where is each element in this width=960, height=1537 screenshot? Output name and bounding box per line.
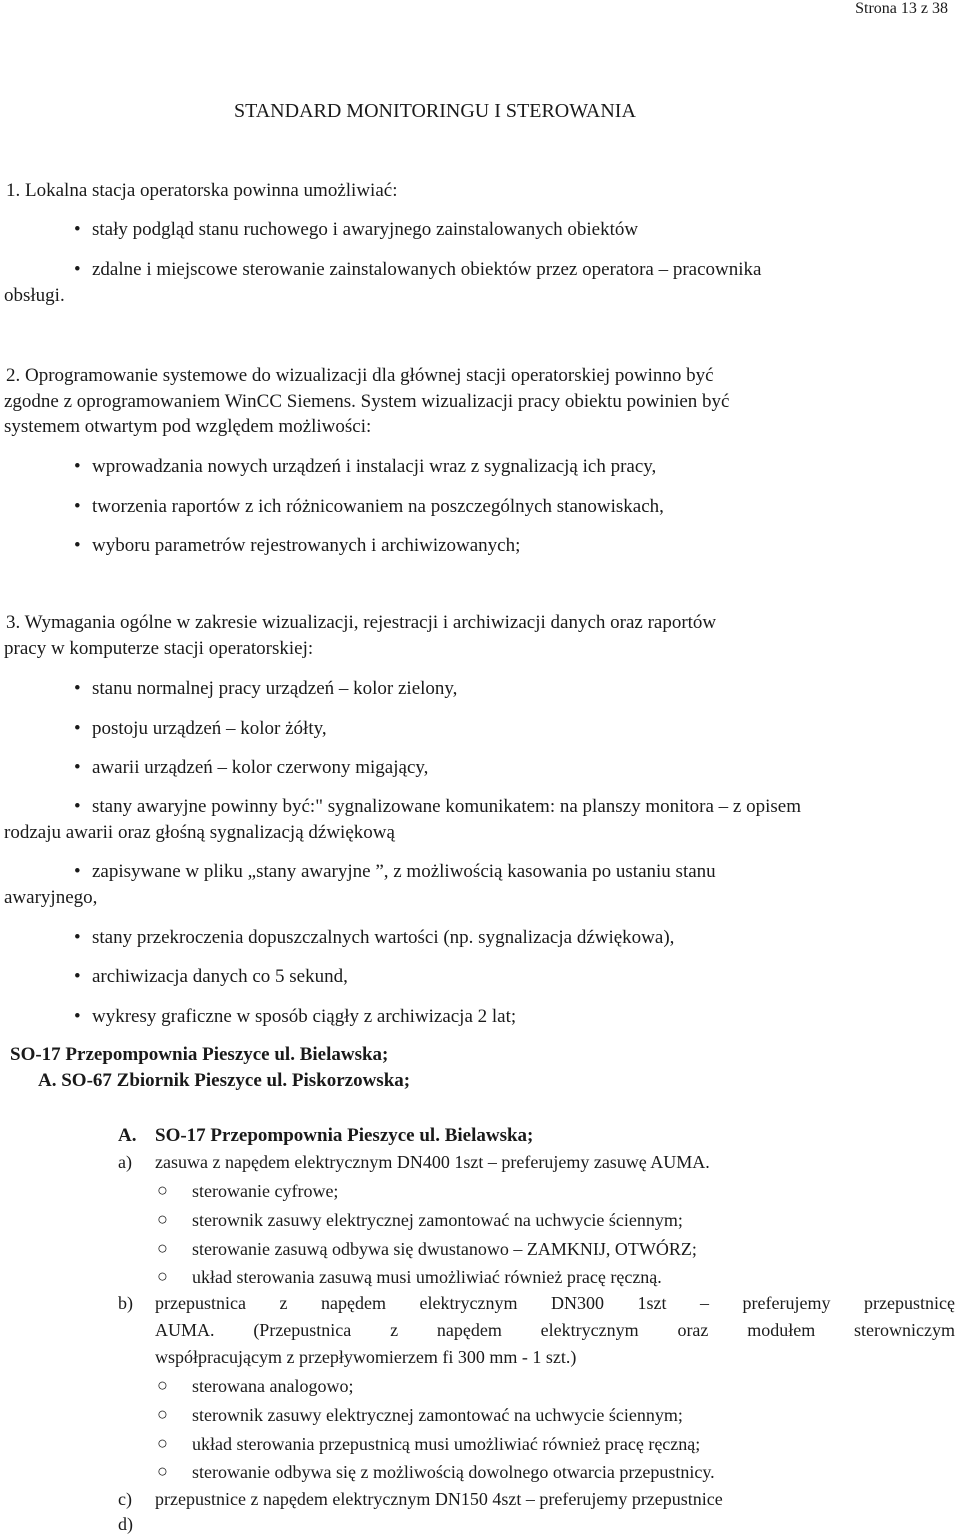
item-d-marker: d) (118, 1514, 133, 1534)
s3-bullet-5: • zapisywane w pliku „stany awaryjne ”, z możliwością kasowania po ustaniu stanu (74, 861, 716, 883)
item-a-marker: a) (118, 1152, 132, 1172)
s1-bullet-2-cont: obsługi. (4, 285, 65, 306)
item-a-sub-3: sterowanie zasuwą odbywa się dwustanowo – ZAMKNIJ, OTWÓRZ; (192, 1239, 697, 1259)
circle-bullet-icon: ○ (157, 1433, 168, 1453)
circle-bullet-icon: ○ (157, 1404, 168, 1424)
section-a-title: SO-17 Przepompownia Pieszyce ul. Bielawska; (155, 1125, 534, 1146)
circle-bullet-icon: ○ (157, 1461, 168, 1481)
s1-bullet-2: • zdalne i miejscowe sterowanie zainstalowanych obiektów przez operatora – pracownika (74, 259, 761, 281)
page-title: STANDARD MONITORINGU I STEROWANIA (234, 100, 636, 122)
s3-bullet-1: • stanu normalnej pracy urządzeń – kolor zielony, (74, 678, 457, 700)
item-b-line-1: przepustnica z napędem elektrycznym DN300 1szt – preferujemy przepustnicę (155, 1293, 955, 1313)
s3-bullet-6: • stany przekroczenia dopuszczalnych wartości (np. sygnalizacja dźwiękowa), (74, 927, 674, 949)
s3-bullet-5-cont: awaryjnego, (4, 887, 98, 908)
item-a-sub-1: sterowanie cyfrowe; (192, 1181, 339, 1201)
item-c-marker: c) (118, 1489, 132, 1509)
page-number: Strona 13 z 38 (855, 0, 948, 17)
section-3-line-2: pracy w komputerze stacji operatorskiej: (4, 638, 314, 659)
section-2-line-3: systemem otwartym pod względem możliwości: (4, 416, 372, 437)
item-a-text: zasuwa z napędem elektrycznym DN400 1szt – preferujemy zasuwę AUMA. (155, 1152, 710, 1172)
item-a-sub-4: układ sterowania zasuwą musi umożliwiać również pracę ręczną. (192, 1267, 662, 1287)
section-3-line-1: 3. Wymagania ogólne w zakresie wizualizacji, rejestracji i archiwizacji danych oraz raportów (6, 612, 717, 633)
section-a-marker: A. (118, 1125, 137, 1146)
item-b-marker: b) (118, 1293, 133, 1313)
item-b-sub-2: sterownik zasuwy elektrycznej zamontować na uchwycie ściennym; (192, 1405, 683, 1425)
s3-bullet-3: • awarii urządzeń – kolor czerwony migający, (74, 757, 428, 779)
section-2-line-2: zgodne z oprogramowaniem WinCC Siemens. System wizualizacji pracy obiektu powinien być (4, 391, 730, 412)
s3-bullet-2: • postoju urządzeń – kolor żółty, (74, 718, 327, 740)
s3-bullet-4: • stany awaryjne powinny być:" sygnalizowane komunikatem: na planszy monitora – z opisem (74, 796, 801, 818)
s2-bullet-3: • wyboru parametrów rejestrowanych i archiwizowanych; (74, 535, 520, 557)
s3-bullet-7: • archiwizacja danych co 5 sekund, (74, 966, 348, 988)
so67-heading: A. SO-67 Zbiornik Pieszyce ul. Piskorzowska; (38, 1070, 411, 1091)
item-b-line-2: AUMA. (Przepustnica z napędem elektrycznym oraz modułem sterowniczym (155, 1320, 955, 1340)
item-b-sub-4: sterowanie odbywa się z możliwością dowolnego otwarcia przepustnicy. (192, 1462, 715, 1482)
item-c-text: przepustnice z napędem elektrycznym DN150 4szt – preferujemy przepustnice (155, 1489, 723, 1509)
s3-bullet-8: • wykresy graficzne w sposób ciągły z archiwizacja 2 lat; (74, 1006, 516, 1028)
item-a-sub-2: sterownik zasuwy elektrycznej zamontować na uchwycie ściennym; (192, 1210, 683, 1230)
so17-heading: SO-17 Przepompownia Pieszyce ul. Bielawska; (10, 1044, 389, 1065)
s1-bullet-1: • stały podgląd stanu ruchowego i awaryjnego zainstalowanych obiektów (74, 219, 638, 241)
section-2-line-1: 2. Oprogramowanie systemowe do wizualizacji dla głównej stacji operatorskiej powinno być (6, 365, 714, 386)
circle-bullet-icon: ○ (157, 1375, 168, 1395)
circle-bullet-icon: ○ (157, 1180, 168, 1200)
item-b-sub-1: sterowana analogowo; (192, 1376, 354, 1396)
section-1-intro: 1. Lokalna stacja operatorska powinna umożliwiać: (6, 180, 398, 201)
item-b-line-3: współpracującym z przepływomierzem fi 300 mm - 1 szt.) (155, 1347, 577, 1367)
circle-bullet-icon: ○ (157, 1209, 168, 1229)
circle-bullet-icon: ○ (157, 1266, 168, 1286)
circle-bullet-icon: ○ (157, 1238, 168, 1258)
s2-bullet-2: • tworzenia raportów z ich różnicowaniem na poszczególnych stanowiskach, (74, 496, 664, 518)
item-b-sub-3: układ sterowania przepustnicą musi umożliwiać również pracę ręczną; (192, 1434, 701, 1454)
s3-bullet-4-cont: rodzaju awarii oraz głośną sygnalizacją dźwiękową (4, 822, 395, 843)
s2-bullet-1: • wprowadzania nowych urządzeń i instalacji wraz z sygnalizacją ich pracy, (74, 456, 656, 478)
